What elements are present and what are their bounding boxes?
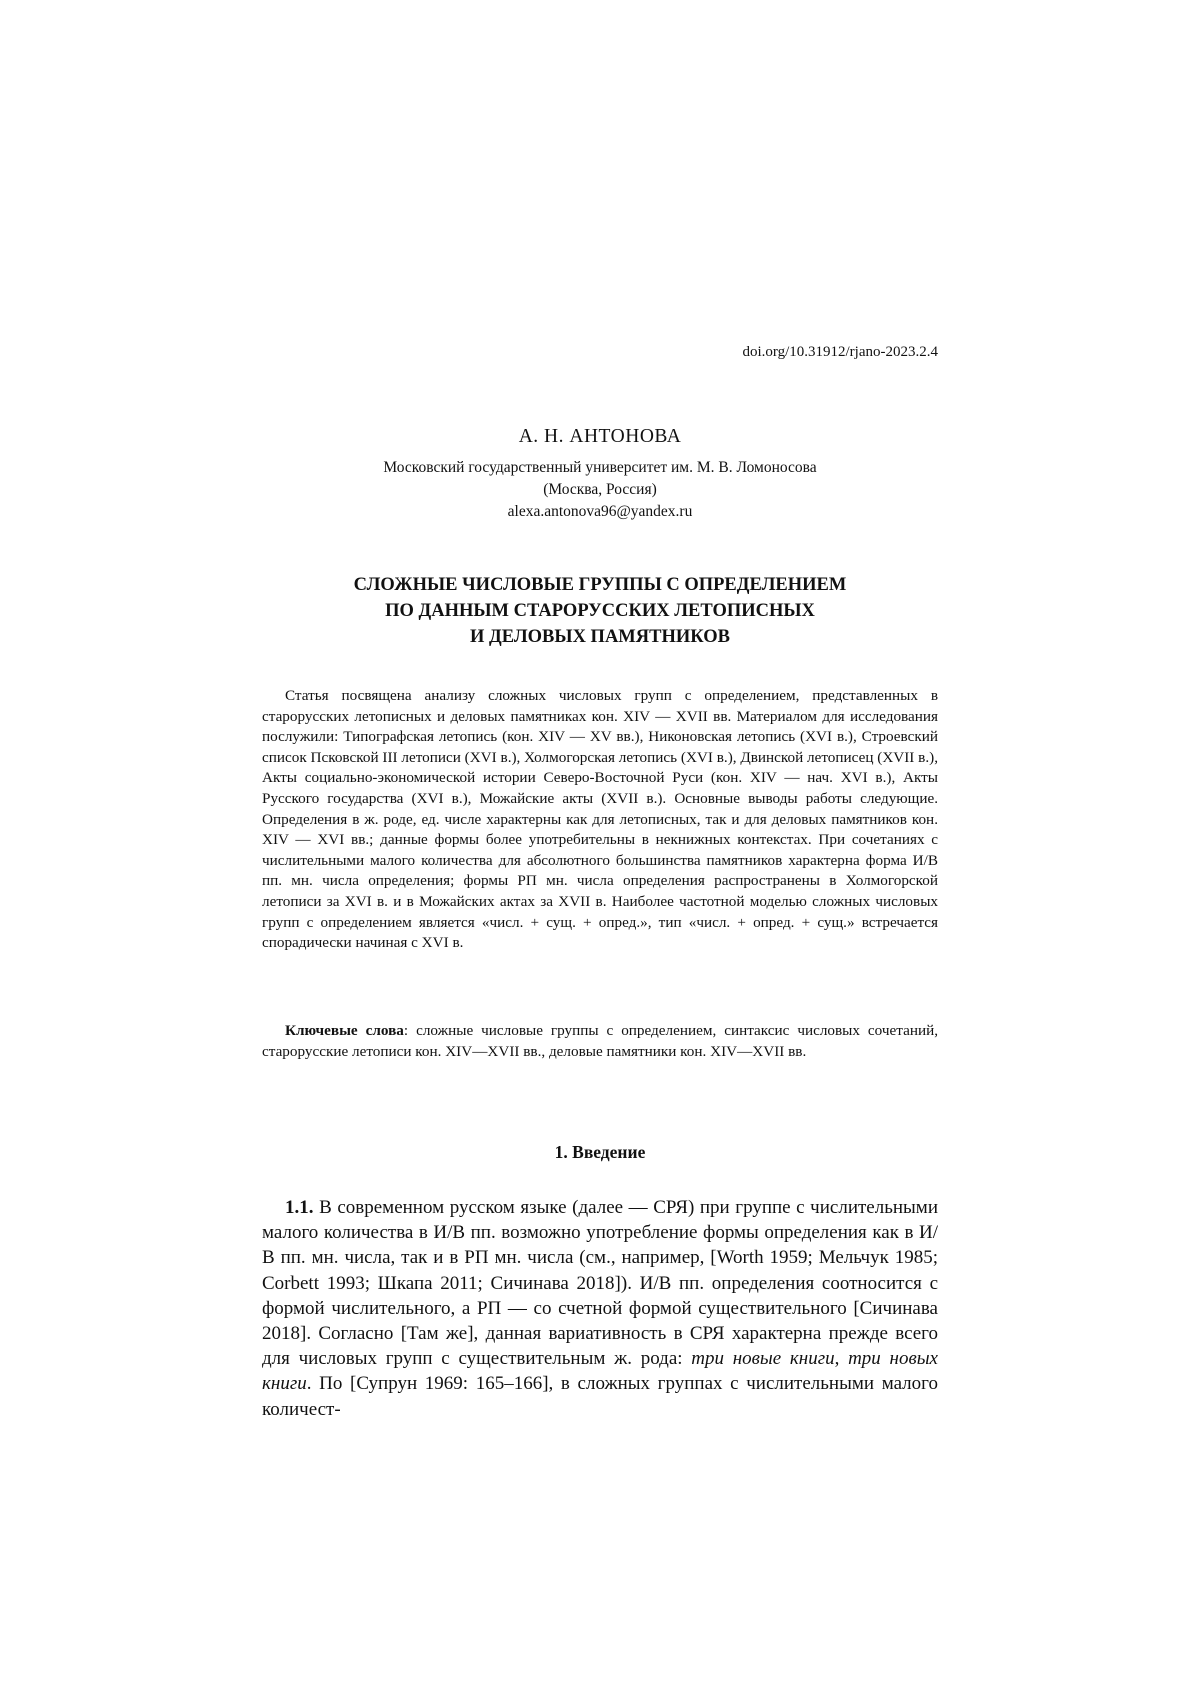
keywords	[262, 1021, 938, 1062]
example-2: три новых книги	[262, 1348, 938, 1395]
author-email[interactable]: alexa.antonova96@yandex.ru	[507, 503, 693, 520]
keywords-label: Ключевые слова	[285, 1022, 404, 1039]
paragraph-number: 1.1.	[285, 1197, 314, 1218]
title-line-3: И ДЕЛОВЫХ ПАМЯТНИКОВ	[470, 627, 730, 647]
example-separator: ,	[834, 1348, 849, 1370]
abstract: Статья посвящена анализу сложных числовых групп с определением, представленных в старорусских летописных и деловых памятниках кон. XIV — XVII вв. Материалом для исследования послужили: Типографская летопись (кон. XIV — XV вв.), Никоновская летопись (XVI в.), Строевский список Псковской III летописи (XVI в.), Холмогорская летопись (XVI в.), Двинской летописец (XVII в.), Акты социально-экономической истории Северо-Восточной Руси (кон. XIV — нач. XVI в.), Акты Русского государства (XVI в.), Можайские акты (XVII в.). Основные выводы работы следующие. Определения в ж. роде, ед. числе характерны как для летописных, так и для деловых памятников кон. XIV — XVI вв.; данные формы более употребительны в некнижных контекстах. При сочетаниях с числительными малого количества для абсолютного большинства памятников характерна форма И/В пп. мн. числа определения; формы РП мн. числа определения распространены в Холмогорской летописи за XVI в. и в Можайских актах за XVII в. Наиболее частотной моделью сложных числовых групп с определением является «числ. + сущ. + опред.», тип «числ. + опред. + сущ.» встречается спорадически начиная с XVI в.	[262, 687, 938, 952]
title-line-1: СЛОЖНЫЕ ЧИСЛОВЫЕ ГРУППЫ С ОПРЕДЕЛЕНИЕМ	[353, 575, 847, 595]
section-heading: 1. Введение	[554, 1142, 646, 1162]
example-1: три новые книги	[691, 1348, 835, 1370]
title-line-2: ПО ДАННЫМ СТАРОРУССКИХ ЛЕТОПИСНЫХ	[385, 601, 815, 621]
intro-paragraph	[262, 1195, 938, 1422]
author-affiliation	[262, 457, 938, 523]
intro-text-2: . По [Супрун 1969: 165–166], в сложных группах с числительными малого количест-	[262, 1373, 938, 1420]
affiliation-location: (Москва, Россия)	[543, 481, 657, 498]
doi-link[interactable]: doi.org/10.31912/rjano-2023.2.4	[742, 344, 938, 360]
keywords-text: : сложные числовые группы с определением, синтаксис числовых сочетаний, старорусские летописи кон. XIV—XVII вв., деловые памятники кон. XIV—XVII вв.	[262, 1022, 938, 1060]
author-name: А. Н. АНТОНОВА	[518, 426, 682, 447]
article-title	[262, 572, 938, 650]
affiliation-university: Московский государственный университет им. М. В. Ломоносова	[383, 459, 817, 476]
intro-text-1: В современном русском языке (далее — СРЯ) при группе с числительными малого количества в И/В пп. возможно употребление формы определения как в И/В пп. мн. числа, так и в РП мн. числа (см., например, [Worth 1959; Мельчук 1985; Corbett 1993; Шкапа 2011; Сичинава 2018]). И/В пп. определения соотносится с формой числительного, а РП — со счетной формой существительного [Сичинава 2018]. Согласно [Там же], данная вариативность в СРЯ характерна прежде всего для числовых групп с существительным ж. рода:	[262, 1197, 938, 1370]
